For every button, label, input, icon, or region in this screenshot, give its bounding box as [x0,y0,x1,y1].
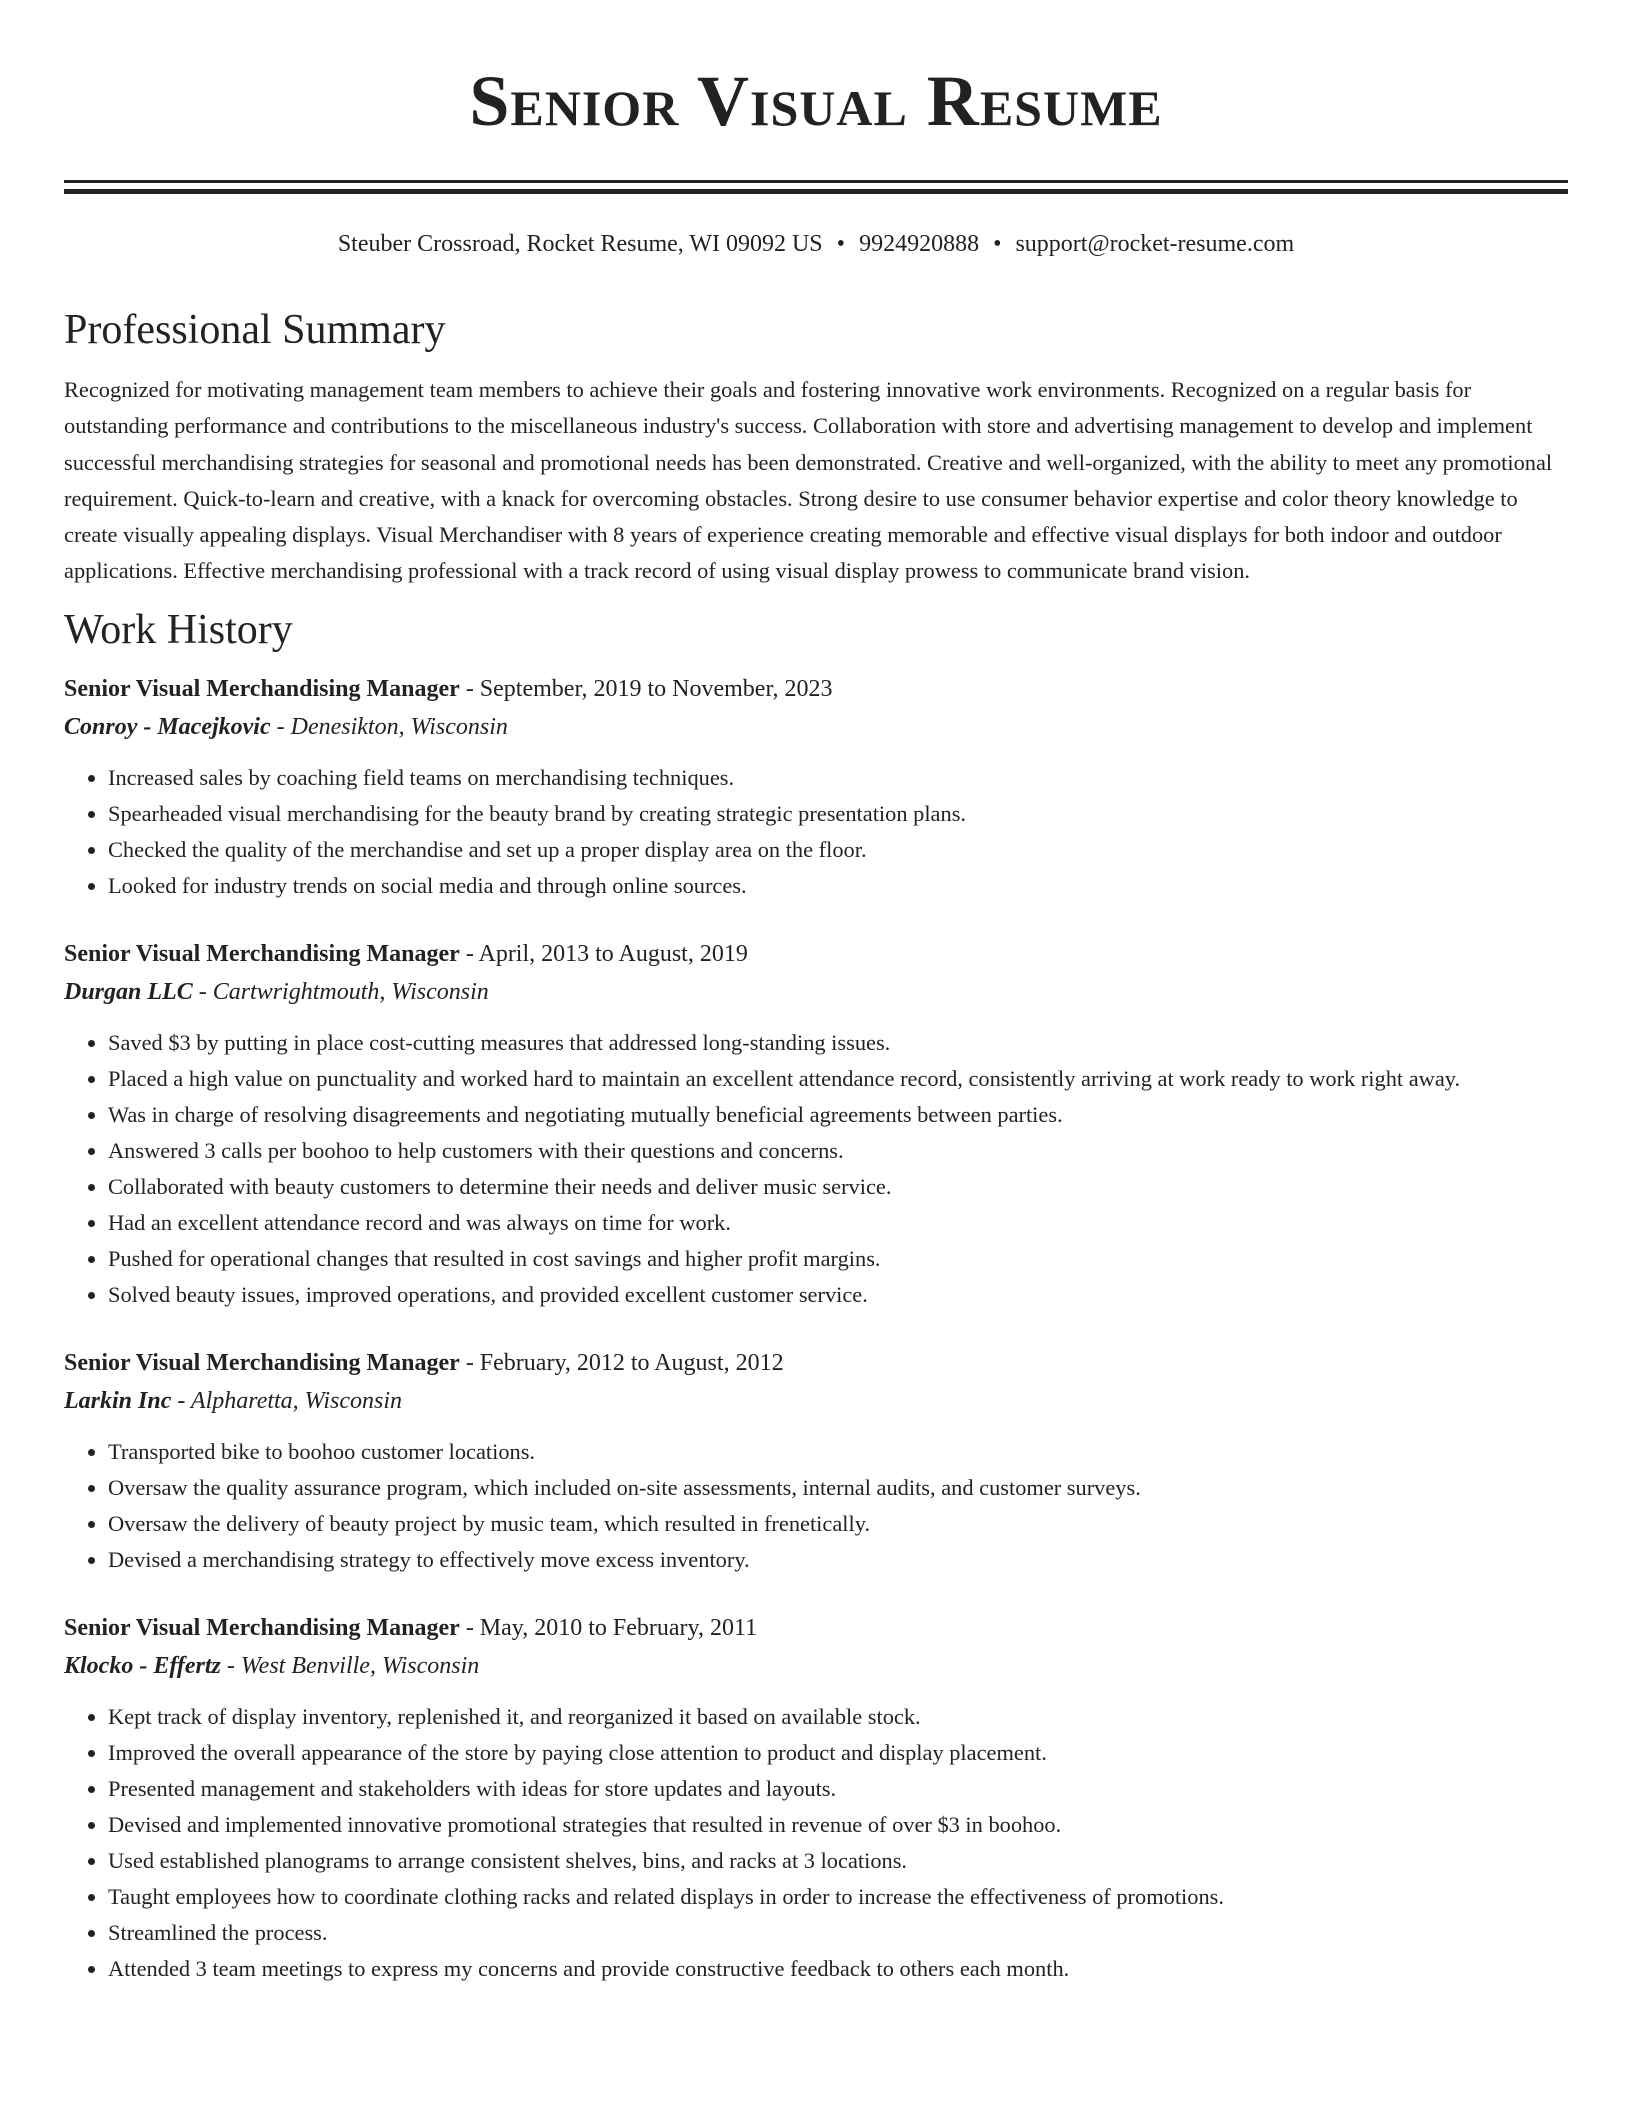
job-title-line [64,670,1568,708]
job-entry [64,935,1568,1313]
job-bullet: • Collaborated with beauty customers to determine their needs and deliver music service. [108,1169,1568,1205]
job-bullets [64,1025,1568,1313]
job-bullet: • Improved the overall appearance of the store by paying close attention to product and display placement. [108,1735,1568,1771]
job-company: Larkin Inc [64,1387,172,1414]
job-entry [64,670,1568,904]
job-dates: - September, 2019 to November, 2023 [459,675,833,702]
job-role: Senior Visual Merchandising Manager [64,1349,460,1376]
job-bullet: • Transported bike to boohoo customer locations. [108,1434,1568,1470]
contact-separator: • [993,231,1002,257]
job-role: Senior Visual Merchandising Manager [64,940,460,967]
job-bullet: • Pushed for operational changes that resulted in cost savings and higher profit margins. [108,1241,1568,1277]
job-bullet: • Attended 3 team meetings to express my concerns and provide constructive feedback to others each month. [108,1951,1568,1987]
company-line [64,708,1568,747]
job-bullet: • Used established planograms to arrange consistent shelves, bins, and racks at 3 locations. [108,1843,1568,1879]
job-bullet: • Checked the quality of the merchandise and set up a proper display area on the floor. [108,832,1568,868]
contact-line [64,228,1568,260]
job-bullet: • Devised and implemented innovative promotional strategies that resulted in revenue of over $3 in boohoo. [108,1807,1568,1843]
job-location: - Denesikton, Wisconsin [270,713,508,740]
job-location: - Cartwrightmouth, Wisconsin [192,978,489,1005]
company-line [64,1647,1568,1686]
job-dates: - February, 2012 to August, 2012 [459,1349,784,1376]
job-title-line [64,935,1568,973]
job-bullet: • Taught employees how to coordinate clothing racks and related displays in order to increase the effectiveness of promotions. [108,1879,1568,1915]
job-title-line [64,1344,1568,1382]
title-divider-thick [64,189,1568,194]
job-location: - West Benville, Wisconsin [220,1652,480,1679]
job-company: Durgan LLC [64,978,193,1005]
job-bullet: • Oversaw the delivery of beauty project by music team, which resulted in frenetically. [108,1506,1568,1542]
summary-text: Recognized for motivating management team members to achieve their goals and fostering innovative work environments. Recognized on a regular basis for outstanding performance and contributions to the miscellaneous industry's success. Collaboration with store and advertising management to develop and implement successful merchandising strategies for seasonal and promotional needs has been demonstrated. Creative and well-organized, with the ability to meet any promotional requirement. Quick-to-learn and creative, with a knack for overcoming obstacles. Strong desire to use consumer behavior expertise and color theory knowledge to create visually appealing displays. Visual Merchandiser with 8 years of experience creating memorable and effective visual displays for both indoor and outdoor applications. Effective merchandising professional with a track record of using visual display prowess to communicate brand vision. [64,377,1553,584]
job-company: Conroy - Macejkovic [64,713,271,740]
job-bullet: • Devised a merchandising strategy to effectively move excess inventory. [108,1542,1568,1578]
job-bullet: • Spearheaded visual merchandising for the beauty brand by creating strategic presentation plans. [108,796,1568,832]
contact-separator: • [836,231,846,257]
job-bullet: • Increased sales by coaching field teams on merchandising techniques. [108,760,1568,796]
job-entry [64,1344,1568,1578]
job-bullet: • Placed a high value on punctuality and worked hard to maintain an excellent attendance record, consistently arriving at work ready to work right away. [108,1061,1568,1097]
job-dates: - May, 2010 to February, 2011 [459,1614,758,1641]
resume-title: Senior Visual Resume [469,61,1163,141]
summary-heading: Professional Summary [64,307,446,353]
job-bullet: • Had an excellent attendance record and was always on time for work. [108,1205,1568,1241]
job-bullet: • Looked for industry trends on social media and through online sources. [108,868,1568,904]
contact-phone: 9924920888 [859,231,980,257]
job-company: Klocko - Effertz [64,1652,221,1679]
job-bullet: • Streamlined the process. [108,1915,1568,1951]
work-history-heading: Work History [64,606,293,653]
job-title-line [64,1609,1568,1647]
company-line [64,1382,1568,1421]
title-divider-thin [64,180,1568,183]
job-bullets [64,760,1568,904]
job-bullet: • Kept track of display inventory, replenished it, and reorganized it based on available stock. [108,1699,1568,1735]
job-bullets [64,1434,1568,1578]
work-history-list [64,670,1568,1987]
job-bullet: • Answered 3 calls per boohoo to help customers with their questions and concerns. [108,1133,1568,1169]
job-role: Senior Visual Merchandising Manager [64,1614,460,1641]
job-entry [64,1609,1568,1987]
job-bullet: • Presented management and stakeholders with ideas for store updates and layouts. [108,1771,1568,1807]
company-line [64,973,1568,1012]
job-bullet: • Was in charge of resolving disagreements and negotiating mutually beneficial agreements between parties. [108,1097,1568,1133]
job-location: - Alpharetta, Wisconsin [171,1387,403,1414]
contact-email: support@rocket-resume.com [1015,231,1295,257]
job-bullet: • Saved $3 by putting in place cost-cutting measures that addressed long-standing issues. [108,1025,1568,1061]
job-bullets [64,1699,1568,1987]
job-role: Senior Visual Merchandising Manager [64,675,460,702]
job-bullet: • Solved beauty issues, improved operations, and provided excellent customer service. [108,1277,1568,1313]
job-dates: - April, 2013 to August, 2019 [459,940,748,967]
contact-address: Steuber Crossroad, Rocket Resume, WI 09092 US [337,231,823,257]
job-bullet: • Oversaw the quality assurance program, which included on-site assessments, internal audits, and customer surveys. [108,1470,1568,1506]
